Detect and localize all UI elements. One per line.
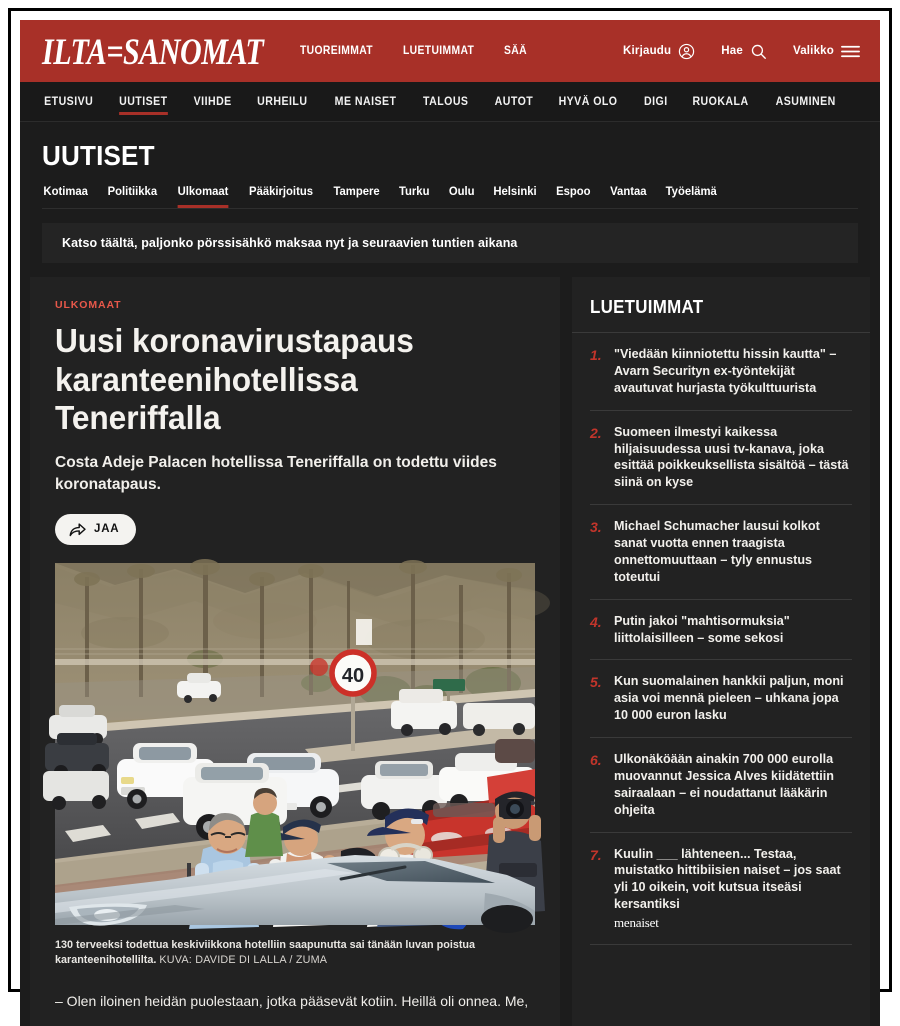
search-button[interactable] (721, 43, 767, 60)
list-item-rank: 7. (590, 846, 602, 863)
subnav-item-paakirjoitus[interactable]: Pääkirjoitus (249, 184, 314, 198)
article-column (30, 277, 560, 1026)
most-read-sidebar (572, 277, 870, 1026)
list-item[interactable] (590, 411, 852, 506)
share-button[interactable] (55, 514, 136, 545)
main-nav (20, 82, 880, 122)
nav-item-me-naiset[interactable]: ME NAISET (334, 95, 397, 108)
subnav-item-tampere[interactable]: Tampere (333, 184, 380, 198)
login-label: Kirjaudu (623, 45, 672, 57)
article-headline: Uusi koronavirustapaus karanteenihotellissa Teneriffalla (55, 322, 414, 437)
article-photo (55, 563, 535, 925)
subnav-item-tyoelama[interactable]: Työelämä (666, 184, 718, 198)
subnav-item-politiikka[interactable]: Politiikka (107, 184, 158, 198)
subnav-item-espoo[interactable]: Espoo (556, 184, 591, 198)
subnav-item-oulu[interactable]: Oulu (448, 184, 475, 198)
list-item-title-text: Kuulin ___ lähteneen... Testaa, muistatko hittibiisien naiset – jos saat yli 10 oikein, voit kutsua itseäsi kersantiksi (614, 846, 841, 912)
photo-credit: KUVA: DAVIDE DI LALLA / ZUMA (159, 954, 328, 967)
list-item-title: Suomeen ilmestyi kaikessa hiljaisuudessa uusi tv-kanava, joka esittää poikkeuksellista sisältöä – tästä siinä on kyse (614, 424, 849, 490)
subnav-item-turku[interactable]: Turku (399, 184, 430, 198)
page-title: UUTISET (42, 140, 155, 171)
menu-label: Valikko (792, 45, 834, 57)
photo-caption (30, 925, 560, 969)
masthead (20, 20, 880, 82)
list-item-rank: 3. (590, 519, 602, 536)
user-account-icon (678, 43, 695, 60)
svg-text:40: 40 (341, 664, 365, 687)
search-icon (750, 43, 767, 60)
list-item-brand: menaiset (614, 915, 659, 930)
nav-item-autot[interactable]: AUTOT (494, 95, 533, 108)
list-item[interactable] (590, 738, 852, 833)
share-button-label: JAA (94, 523, 120, 536)
subnav-item-helsinki[interactable]: Helsinki (493, 184, 537, 198)
menu-button[interactable] (793, 44, 860, 59)
most-read-list (572, 333, 870, 945)
nav-item-ruokala[interactable]: RUOKALA (692, 95, 749, 108)
login-button[interactable] (623, 43, 695, 60)
sidebar-header (572, 277, 870, 333)
nav-item-hyva-olo[interactable]: HYVÄ OLO (559, 95, 618, 108)
nav-item-asuminen[interactable]: ASUMINEN (775, 95, 836, 108)
nav-item-digi[interactable]: DIGI (643, 95, 668, 108)
subnav-item-ulkomaat[interactable]: Ulkomaat (178, 184, 229, 208)
list-item-title: Putin jakoi "mahtisormuksia" liittolaisilleen – some sekosi (614, 613, 790, 645)
promo-banner-link[interactable]: Katso täältä, paljonko pörssisähkö maksaa nyt ja seuraavien tuntien aikana (42, 223, 858, 263)
list-item-title: Ulkonäköään ainakin 700 000 eurolla muovannut Jessica Alves kiidätettiin sairaalaan – ei noudattanut lääkärin ohjeita (614, 752, 834, 817)
article-standfirst: Costa Adeje Palacen hotellissa Teneriffalla on todettu viides koronatapaus. (55, 453, 497, 493)
article-header (30, 277, 560, 563)
nav-item-urheilu[interactable]: URHEILU (257, 95, 308, 108)
section-header (20, 122, 880, 209)
list-item[interactable] (590, 600, 852, 661)
sidebar-title: LUETUIMMAT (590, 297, 704, 317)
list-item[interactable] (590, 833, 852, 946)
list-item[interactable] (590, 660, 852, 738)
article-body: – Olen iloinen heidän puolestaan, jotka pääsevät kotiin. Heillä oli onnea. Me, (55, 993, 529, 1010)
section-subnav (42, 184, 858, 209)
nav-item-uutiset[interactable]: UUTISET (119, 82, 167, 122)
photo-caption-text: 130 terveeksi todettua keskiviikkona hotelliin saapunutta sai tänään luvan poistua karanteenihotellilta. (55, 938, 476, 967)
hamburger-menu-icon (841, 44, 860, 59)
list-item-rank: 6. (590, 752, 602, 768)
list-item-title (614, 846, 852, 932)
ilta-sanomat-page (20, 20, 880, 1010)
search-label: Hae (721, 45, 743, 57)
list-item-rank: 5. (590, 674, 602, 691)
masthead-link-saa[interactable]: SÄÄ (504, 45, 528, 57)
masthead-link-luetuimmat[interactable]: LUETUIMMAT (403, 45, 475, 57)
list-item-title: Michael Schumacher lausui kolkot sanat vuotta ennen traagista onnettomuuttaan – tyly ennustus toteutui (614, 519, 820, 584)
list-item-title: "Viedään kiinniotettu hissin kautta" – Avarn Securityn ex-työntekijät avautuvat hurjasta työkulttuurista (614, 347, 837, 395)
list-item[interactable] (590, 333, 852, 411)
nav-item-talous[interactable]: TALOUS (423, 95, 469, 108)
list-item-title: Kun suomalainen hankkii paljun, moni asia voi mennä pieleen – uhkana jopa 10 000 euron lasku (614, 674, 844, 723)
masthead-link-tuoreimmat[interactable]: TUOREIMMAT (300, 45, 374, 57)
site-logo[interactable]: ILTA=SANOMAT (42, 30, 264, 72)
nav-item-viihde[interactable]: VIIHDE (193, 95, 232, 108)
list-item-rank: 2. (590, 424, 602, 441)
list-item[interactable] (590, 505, 852, 600)
masthead-actions (623, 43, 860, 60)
content-columns (20, 277, 880, 1026)
list-item-rank: 1. (590, 347, 602, 363)
list-item-rank: 4. (590, 613, 602, 630)
masthead-nav (300, 45, 530, 57)
promo-strip-wrapper (20, 209, 880, 277)
article-kicker[interactable]: ULKOMAAT (55, 299, 122, 311)
subnav-item-kotimaa[interactable]: Kotimaa (43, 184, 88, 198)
share-arrow-icon (69, 522, 86, 537)
subnav-item-vantaa[interactable]: Vantaa (609, 184, 647, 198)
nav-item-etusivu[interactable]: ETUSIVU (44, 95, 94, 108)
